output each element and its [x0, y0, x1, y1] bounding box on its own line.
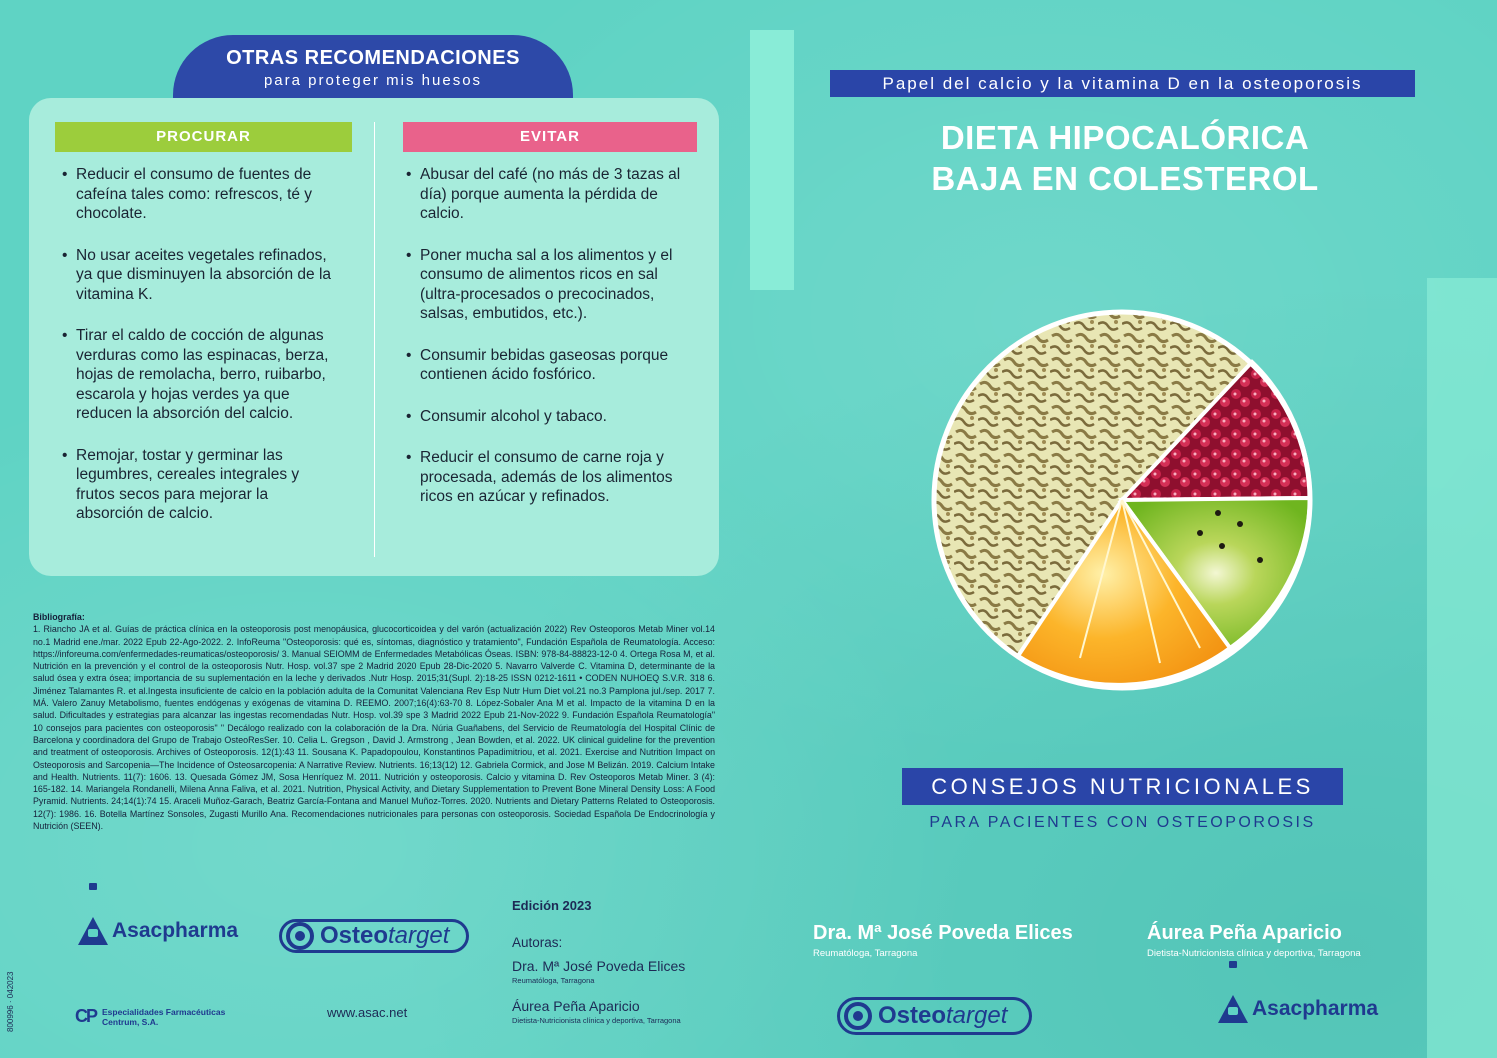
author2-name: Áurea Peña Aparicio [512, 998, 640, 1014]
cover-title-line-2: BAJA EN COLESTEROL [931, 160, 1319, 197]
document-code: 800996 · 042023 [6, 971, 15, 1032]
list-item: • No usar aceites vegetales refinados, ya que disminuyen la absorción de la vitamina K. [62, 246, 332, 305]
procurar-label: PROCURAR [55, 122, 352, 152]
food-pie-svg [930, 308, 1314, 692]
asacpharma-mark-icon [78, 917, 108, 945]
authors-label: Autoras: [512, 935, 563, 950]
asacpharma-mark-icon [1218, 995, 1248, 1023]
edition-label: Edición 2023 [512, 898, 592, 913]
evitar-label: EVITAR [403, 122, 697, 152]
evitar-list [406, 165, 691, 529]
target-wordmark: target [388, 922, 450, 949]
centrum-mark: CP [75, 1006, 97, 1026]
osteo-wordmark: Osteo [320, 922, 389, 949]
procurar-list [62, 165, 332, 546]
cover-author2-name: Áurea Peña Aparicio [1147, 922, 1342, 944]
osteotarget-logo-icon [279, 919, 469, 953]
decorative-stripe [750, 30, 794, 290]
centrum-logo-icon [75, 1006, 225, 1027]
cover-author1-name: Dra. Mª José Poveda Elices [813, 922, 1073, 944]
author1-name: Dra. Mª José Poveda Elices [512, 958, 686, 974]
consejos-subtitle: PARA PACIENTES CON OSTEOPOROSIS [929, 814, 1316, 831]
target-ring-icon [844, 1002, 872, 1030]
column-divider [374, 122, 375, 557]
recommendations-title: OTRAS RECOMENDACIONES [226, 47, 520, 69]
centrum-line-1: Especialidades Farmacéuticas [102, 1006, 226, 1017]
food-pie-image [930, 308, 1314, 692]
cover-author1-role: Reumatóloga, Tarragona [813, 948, 918, 959]
cover-title [870, 117, 1380, 199]
cover-title-line-1: DIETA HIPOCALÓRICA [940, 119, 1310, 156]
author2-role: Dietista-Nutricionista clínica y deportiva, Tarragona [512, 1016, 681, 1025]
recommendations-subtitle: para proteger mis huesos [263, 72, 483, 89]
list-item: • Poner mucha sal a los alimentos y el consumo de alimentos ricos en sal (ultra-procesados o precocinados, salsas, embutidos, etc.). [406, 246, 691, 324]
decorative-stripe [1427, 278, 1497, 1058]
centrum-line-2: Centrum, S.A. [102, 1016, 159, 1027]
osteo-wordmark: Osteo [878, 1002, 947, 1029]
consejos-banner: CONSEJOS NUTRICIONALES [902, 768, 1343, 805]
author1-role: Reumatóloga, Tarragona [512, 976, 595, 985]
recommendations-header [173, 35, 573, 101]
list-item: • Consumir bebidas gaseosas porque contienen ácido fosfórico. [406, 346, 691, 385]
list-item: • Abusar del café (no más de 3 tazas al día) porque aumenta la pérdida de calcio. [406, 165, 691, 224]
asacpharma-logo-icon [1218, 995, 1378, 1023]
website-link[interactable]: www.asac.net [327, 1005, 408, 1020]
asacpharma-logo-icon [78, 917, 238, 945]
list-item: • Remojar, tostar y germinar las legumbres, cereales integrales y frutos secos para mejorar la absorción de calcio. [62, 446, 332, 524]
target-ring-icon [286, 922, 314, 950]
list-item: • Consumir alcohol y tabaco. [406, 407, 691, 427]
list-item: • Reducir el consumo de carne roja y procesada, además de los alimentos ricos en azúcar y refinados. [406, 448, 691, 507]
list-item: • Reducir el consumo de fuentes de cafeína tales como: refrescos, té y chocolate. [62, 165, 332, 224]
cover-author2-role: Dietista-Nutricionista clínica y deportiva, Tarragona [1147, 948, 1361, 959]
asacpharma-wordmark: Asacpharma [1252, 997, 1379, 1020]
bibliography-heading: Bibliografía: [33, 612, 85, 622]
list-item: • Tirar el caldo de cocción de algunas verduras como las espinacas, berza, hojas de remolacha, berro, ruibarbo, escarola y hojas verdes ya que reducen la absorción del calcio. [62, 326, 332, 424]
osteotarget-logo-icon [837, 997, 1032, 1035]
asacpharma-wordmark: Asacpharma [112, 919, 239, 942]
bibliography [33, 611, 715, 832]
cover-subtitle: Papel del calcio y la vitamina D en la osteoporosis [830, 70, 1415, 97]
bibliography-text: 1. Riancho JA et al. Guías de práctica clínica en la osteoporosis post menopáusica, glucocorticoidea y del varón (actualización 2022) Rev Osteoporos Metab Miner vol.14 no.1 Madrid ene./mar. 2022 Epub 22-Ago-2022. 2. InfoReuma "Osteoporosis: qué es, síntomas, diagnóstico y tratamiento", Fundación Española de Reumatología. Acceso: https://inforeuma.com/enfermedades-reumaticas/osteoporosis/ 3. Manual SEIOMM de Enfermedades Metabólicas Óseas. ISBN: 978-84-88823-12-0 4. Ortega Rosa M, et al. Nutrición en la prevención y el control de la osteoporosis Nutr. Hosp. vol.37 spe 2 Madrid 2020 Epub 28-Dic-2020 5. Navarro Valverde C. Vitamina D, determinante de la salud ósea y extra ósea; importancia de su suplementación en la leche y derivados .Nutr Hosp. 2015;31(Supl. 2):18-25 ISSN 0212-1611 • CODEN NUHOEQ S.V.R. 318 6. Jiménez Talamantes R. et al.Ingesta insuficiente de calcio en la población adulta de la Comunitat Valenciana Rev Esp Nutr Hum Diet vol.21 no.3 Pamplona jul./sep. 2017 7. MÁ. Valero Zanuy Metabolismo, fuentes endógenas y exógenas de vitamina D. REEMO. 2007;16(4):63-70 8. López-Sobaler Ana M et al. Impacto de la vitamina D en la salud. Dificultades y estrategias para alcanzar las ingestas recomendadas Nutr. Hosp. vol.39 spe 3 Madrid 2022 Epub 21-Nov-2022 9. Fundación Española Reumatología" 10 consejos para pacientes con osteoporosis" " Decálogo realizado con la colaboración de la Dra. Núria Guañabens, del Servicio de Reumatología del Hospital Clínic de Barcelona y coordinadora del Grupo de Trabajo OsteoResSer. 10. Celia L. Gregson , David J. Armstrong , Jean Bowden, et al. 2022. UK clinical guideline for the prevention and treatment of osteoporosis. Archives of Osteoporosis. 12(1):43 11. Sousana K. Papadopoulou, Konstantinos Papadimitriou, et al. 2021. Exercise and Nutrition Impact on Osteoporosis and Sarcopenia—The Incidence of Osteosarcopenia: A Narrative Review. Nutrients. 16;13(12) 12. Gabriela Cormick, and Jose M Belizán. 2019. Calcium Intake and Health. Nutrients. 11(7): 1606. 13. Quesada Gómez JM, Sosa Henríquez M. 2011. Nutrición y osteoporosis. Calcio y vitamina D. Rev Osteoporos Metab Miner. 3 (4): 165-182. 14. Mariangela Rondanelli, Milena Anna Faliva, et al. 2021. Nutrition, Physical Activity, and Dietary Supplementation to Prevent Bone Mineral Density Loss: A Food Pyramid. Nutrients. 24;14(1):74 15. Araceli Muñoz-Garach, Beatriz García-Fontana and Manuel Muñoz-Torres. 2020. Nutrients and Dietary Patterns Related to Osteoporosis. 12(7): 1986. 16. Botella Martínez Sonsoles, Zugasti Murillo Ana. Recomendaciones nutricionales para personas con osteoporosis. Sociedad Española De Endocrinología y Nutrición (SEEN). [33, 624, 715, 832]
target-wordmark: target [946, 1002, 1008, 1029]
